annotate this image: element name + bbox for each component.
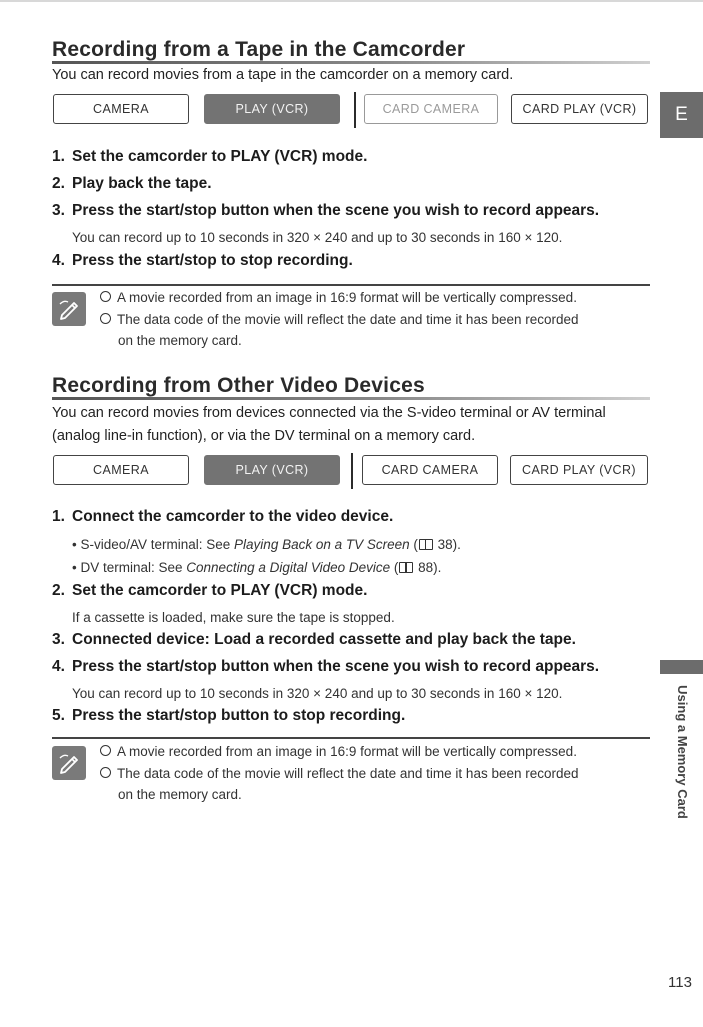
bullet-reference: Playing Back on a TV Screen xyxy=(234,537,410,552)
top-edge-line xyxy=(0,0,703,2)
mode-card-play-vcr: CARD PLAY (VCR) xyxy=(510,455,648,485)
mode-card-play-vcr: CARD PLAY (VCR) xyxy=(511,94,648,124)
bullet-reference: Connecting a Digital Video Device xyxy=(186,560,391,575)
section2-intro-line2: (analog line-in function), or via the DV terminal on a memory card. xyxy=(52,428,476,444)
mode-play-vcr: PLAY (VCR) xyxy=(204,94,340,124)
step-number: 3. xyxy=(52,631,65,648)
note-bullet-icon xyxy=(100,745,111,756)
section2-title-rule xyxy=(52,397,650,400)
pencil-icon xyxy=(56,750,82,776)
note-text: A movie recorded from an image in 16:9 format will be vertically compressed. xyxy=(117,744,577,759)
note-pencil-icon xyxy=(52,746,86,780)
section1-note-rule xyxy=(52,284,650,286)
step-text: Press the start/stop button when the scene you wish to record appears. xyxy=(72,202,600,219)
step-text: Press the start/stop button to stop recording. xyxy=(72,707,406,724)
section2-bullet-svideo xyxy=(72,537,461,552)
step-number: 2. xyxy=(52,175,65,192)
section2-step-4-detail: You can record up to 10 seconds in 320 × 240 and up to 30 seconds in 160 × 120. xyxy=(72,686,563,701)
mode-play-vcr: PLAY (VCR) xyxy=(204,455,340,485)
bullet-paren: ( xyxy=(390,560,399,575)
step-text: Set the camcorder to PLAY (VCR) mode. xyxy=(72,148,368,165)
page-number: 113 xyxy=(668,974,692,991)
section2-note-1 xyxy=(100,744,577,759)
book-icon xyxy=(399,562,413,573)
mode-camera: CAMERA xyxy=(53,455,189,485)
note-bullet-icon xyxy=(100,767,111,778)
mode-card-camera: CARD CAMERA xyxy=(364,94,498,124)
section2-step-5 xyxy=(52,707,405,725)
bullet-prefix: • DV terminal: See xyxy=(72,560,187,575)
mode-separator xyxy=(351,453,353,489)
section2-note-rule xyxy=(52,737,650,739)
mode-camera: CAMERA xyxy=(53,94,189,124)
step-text: Play back the tape. xyxy=(72,175,212,192)
step-text: Set the camcorder to PLAY (VCR) mode. xyxy=(72,582,368,599)
section1-step-3-detail: You can record up to 10 seconds in 320 × 240 and up to 30 seconds in 160 × 120. xyxy=(72,230,563,245)
section2-step-2-detail: If a cassette is loaded, make sure the tape is stopped. xyxy=(72,610,395,625)
section1-note-2 xyxy=(100,312,579,327)
step-number: 1. xyxy=(52,508,65,525)
language-tab: E xyxy=(660,92,703,138)
bullet-page: 88). xyxy=(414,560,442,575)
section2-intro-line1: You can record movies from devices connected via the S-video terminal or AV terminal xyxy=(52,405,606,421)
bullet-page: 38). xyxy=(433,537,461,552)
step-number: 4. xyxy=(52,658,65,675)
book-icon xyxy=(419,539,433,550)
step-text: Connected device: Load a recorded cassette and play back the tape. xyxy=(72,631,576,648)
step-number: 5. xyxy=(52,707,65,724)
section2-mode-row xyxy=(53,455,648,489)
section2-step-1 xyxy=(52,508,393,526)
section2-bullet-dv xyxy=(72,560,441,575)
section2-step-2 xyxy=(52,582,367,600)
step-text: Connect the camcorder to the video device. xyxy=(72,508,394,525)
step-number: 1. xyxy=(52,148,65,165)
bullet-paren: ( xyxy=(409,537,418,552)
section1-step-1 xyxy=(52,148,367,166)
section2-note-2-cont: on the memory card. xyxy=(118,787,242,802)
section1-intro: You can record movies from a tape in the camcorder on a memory card. xyxy=(52,67,514,83)
mode-card-camera: CARD CAMERA xyxy=(362,455,498,485)
note-bullet-icon xyxy=(100,313,111,324)
section2-step-4 xyxy=(52,658,599,676)
note-text: The data code of the movie will reflect the date and time it has been recorded xyxy=(117,766,579,781)
section1-note-1 xyxy=(100,290,577,305)
section1-step-2 xyxy=(52,175,212,193)
section1-title: Recording from a Tape in the Camcorder xyxy=(52,38,466,61)
step-number: 3. xyxy=(52,202,65,219)
section1-mode-row xyxy=(53,94,648,128)
pencil-icon xyxy=(56,296,82,322)
note-pencil-icon xyxy=(52,292,86,326)
note-text: The data code of the movie will reflect the date and time it has been recorded xyxy=(117,312,579,327)
section1-step-4 xyxy=(52,252,353,270)
bullet-prefix: • S-video/AV terminal: See xyxy=(72,537,235,552)
chapter-side-label: Using a Memory Card xyxy=(675,685,690,819)
note-bullet-icon xyxy=(100,291,111,302)
mode-separator xyxy=(354,92,356,128)
note-text: A movie recorded from an image in 16:9 format will be vertically compressed. xyxy=(117,290,577,305)
section1-note-2-cont: on the memory card. xyxy=(118,333,242,348)
step-text: Press the start/stop to stop recording. xyxy=(72,252,353,269)
step-text: Press the start/stop button when the scene you wish to record appears. xyxy=(72,658,600,675)
section2-title: Recording from Other Video Devices xyxy=(52,374,425,397)
step-number: 2. xyxy=(52,582,65,599)
step-number: 4. xyxy=(52,252,65,269)
section2-note-2 xyxy=(100,766,579,781)
section1-step-3 xyxy=(52,202,599,220)
section2-step-3 xyxy=(52,631,576,649)
